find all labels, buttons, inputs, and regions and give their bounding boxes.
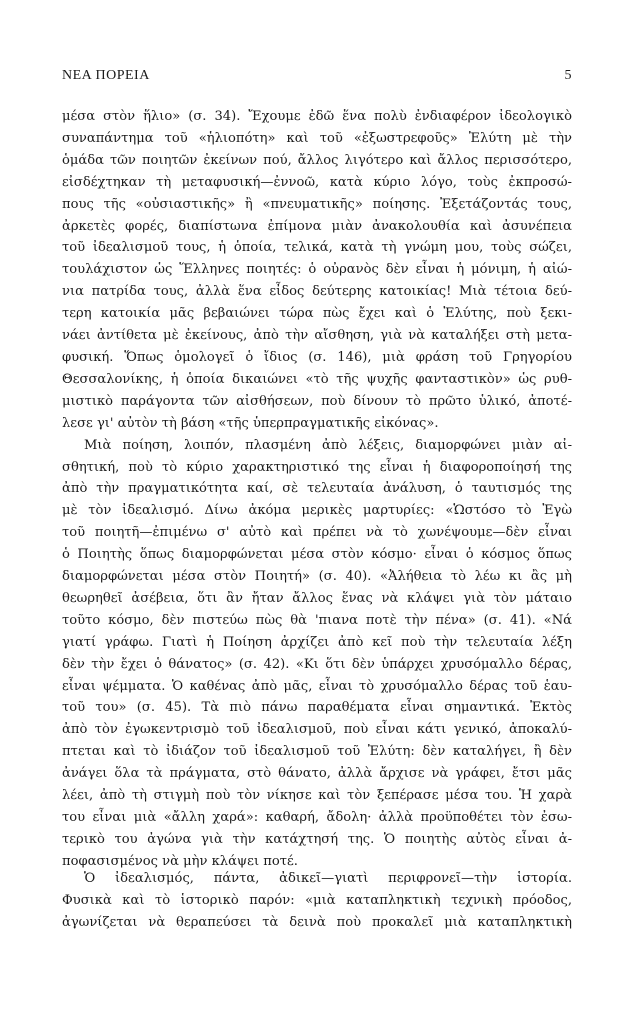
body-text — [62, 106, 572, 873]
text-line: ἀρκετὲς φορές, διαπίστωνα ἐπίμονα μιὰν ἀνακολουθία καὶ ἀσυνέπεια — [62, 218, 572, 234]
text-line: νάει ἀντίθετα μὲ ἐκείνους, ἀπὸ τὴν αἴσθηση, γιὰ νὰ καταλήξει στὴ μετα- — [62, 328, 572, 344]
text-line: μὲ τὸν ἰδεαλισμό. Δίνω ἀκόμα μερικὲς μαρτυρίες: «Ὡστόσο τὸ Ἐγὼ — [62, 503, 572, 519]
text-line: τερη κατοικία μᾶς βεβαιώνει τώρα πὼς ἔχει καὶ ὁ Ἐλύτης, ποὺ ξεκι- — [62, 306, 572, 322]
text-line: Μιὰ ποίηση, λοιπόν, πλασμένη ἀπὸ λέξεις, διαμορφώνει μιὰν αἰ- — [84, 437, 572, 453]
text-line: νια πατρίδα τους, ἀλλὰ ἕνα εἶδος δεύτερης κατοικίας! Μιὰ τέτοια δεύ- — [62, 284, 572, 300]
text-line: ὁμάδα τῶν ποιητῶν ἐκείνων πού, ἄλλος λιγότερο καὶ ἄλλος περισσότερο, — [62, 152, 572, 168]
text-line: σθητική, ποὺ τὸ κύριο χαρακτηριστικό της εἶναι ἡ διαφοροποίησή της — [62, 459, 572, 475]
paragraph-1 — [62, 106, 572, 435]
text-line: τοῦ ἰδεαλισμοῦ τους, ἡ ὁποία, τελικά, κατὰ τὴ γνώμη μου, τοὺς σώζει, — [62, 240, 572, 256]
text-line: Ὁ ἰδεαλισμός, πάντα, ἀδικεῖ—γιατὶ περιφρονεῖ—τὴν ἱστορία. — [84, 871, 572, 886]
text-line: συναπάντημα τοῦ «ἡλιοπότη» καὶ τοῦ «ἐξωστρεφοῦς» Ἐλύτη μὲ τὴν — [62, 130, 572, 146]
text-line: πτεται καὶ τὸ ἰδιάζον τοῦ ἰδεαλισμοῦ τοῦ Ἐλύτη: δὲν καταλήγει, ἢ δὲν — [62, 744, 572, 760]
running-title: ΝΕΑ ΠΟΡΕΙΑ — [62, 68, 150, 83]
text-line: μιστικὸ παράγοντα τῶν αἰσθήσεων, ποὺ δίνουν τὸ πρῶτο ὑλικό, ἀποτέ- — [62, 393, 572, 409]
text-line: δὲν τὴν ἔχει ὁ θάνατος» (σ. 42). «Κι ὅτι δὲν ὑπάρχει χρυσόμαλλο δέρας, — [62, 656, 572, 672]
page-number: 5 — [564, 68, 572, 83]
paragraph-2 — [62, 435, 572, 873]
text-line: ἀγωνίζεται νὰ θεραπεύσει τὰ δεινὰ ποὺ προκαλεῖ μιὰ καταπληκτικὴ — [62, 914, 572, 930]
text-line: γιατί γράφω. Γιατὶ ἡ Ποίηση ἀρχίζει ἀπὸ κεῖ ποὺ τὴν τελευταία λέξη — [62, 634, 572, 650]
text-line: τοῦ του» (σ. 45). Τὰ πιὸ πάνω παραθέματα εἶναι σημαντικά. Ἐκτὸς — [62, 700, 572, 716]
text-line: τοῦτο κόσμο, δὲν πιστεύω πὼς θὰ 'πιανα ποτὲ τὴν πένα» (σ. 41). «Νά — [62, 612, 572, 628]
text-line: λεσε γι' αὐτὸν τὴ βάση «τῆς ὑπερπραγματικῆς εἰκόνας». — [62, 415, 439, 431]
running-header — [62, 68, 572, 84]
text-line: πους τῆς «οὐσιαστικῆς» ἢ «πνευματικῆς» ποίησης. Ἐξετάζοντάς τους, — [62, 196, 572, 212]
text-line: τερικὸ του ἀγώνα γιὰ τὴν κατάχτησή της. Ὁ ποιητὴς αὐτὸς εἶναι ἀ- — [62, 831, 572, 847]
text-line: ὁ Ποιητὴς ὅπως διαμορφώνεται μέσα στὸν κόσμο· εἶναι ὁ κόσμος ὅπως — [62, 547, 572, 563]
text-line: θεωρηθεῖ ἀσέβεια, ὅτι ἂν ἤταν ἄλλος ἕνας νὰ κλάψει γιὰ τὸν μάταιο — [62, 590, 572, 606]
text-line: φυσική. Ὅπως ὁμολογεῖ ὁ ἴδιος (σ. 146), μιὰ φράση τοῦ Γρηγορίου — [62, 349, 572, 365]
text-line: Θεσσαλονίκης, ἡ ὁποία δικαιώνει «τὸ τῆς ψυχῆς φανταστικὸν» ὡς ρυθ- — [62, 371, 572, 387]
text-line: ποφασισμένος νὰ μὴν κλάψει ποτέ. — [62, 853, 298, 869]
text-line: τουλάχιστον ὡς Ἕλληνες ποιητές: ὁ οὐρανὸς δὲν εἶναι ἡ μόνιμη, ἡ αἰώ- — [62, 262, 572, 278]
text-line: ἀνάγει ὅλα τὰ πράγματα, στὸ θάνατο, ἀλλὰ ἄρχισε νὰ γράφει, ἔτσι μᾶς — [62, 766, 572, 782]
text-line: ἀπὸ τὸν ἐγωκεντρισμὸ τοῦ ἰδεαλισμοῦ, ποὺ εἶναι κάτι γενικό, ἀποκαλύ- — [62, 722, 572, 738]
text-line: εἰσδέχτηκαν τὴ μεταφυσική—ἐννοῶ, κατὰ κύριο λόγο, τοὺς ἐκπροσώ- — [62, 174, 572, 190]
text-line: Φυσικὰ καὶ τὸ ἱστορικὸ παρόν: «μιὰ καταπληκτικὴ τεχνικὴ πρόοδος, — [62, 892, 572, 908]
text-line: εἶναι ψέμματα. Ὁ καθένας ἀπὸ μᾶς, εἶναι τὸ χρυσόμαλλο δέρας τοῦ ἑαυ- — [62, 678, 572, 694]
text-line: ἀπὸ τὴν πραγματικότητα καί, σὲ τελευταία ἀνάλυση, ὁ ταυτισμός της — [62, 481, 572, 497]
text-line: του εἶναι μιὰ «ἄλλη χαρά»: καθαρή, ἄδολη· ἀλλὰ προϋποθέτει τὸν ἐσω- — [62, 810, 572, 825]
text-line: διαμορφώνεται μέσα στὸν Ποιητή» (σ. 40). «Ἀλήθεια τὸ λέω κι ἂς μὴ — [62, 569, 572, 585]
text-line: τοῦ ποιητῆ—ἐπιμένω σ' αὐτὸ καὶ πρέπει νὰ τὸ χωνέψουμε—δὲν εἶναι — [62, 525, 572, 541]
text-line: μέσα στὸν ἥλιο» (σ. 34). Ἔχουμε ἐδῶ ἕνα πολὺ ἐνδιαφέρον ἰδεολογικὸ — [62, 109, 572, 124]
text-line: λέει, ἀπὸ τὴ στιγμὴ ποὺ τὸν νίκησε καὶ τὸν ξεπέρασε μέσα του. Ἡ χαρὰ — [62, 788, 572, 804]
paragraph-3 — [62, 868, 572, 934]
